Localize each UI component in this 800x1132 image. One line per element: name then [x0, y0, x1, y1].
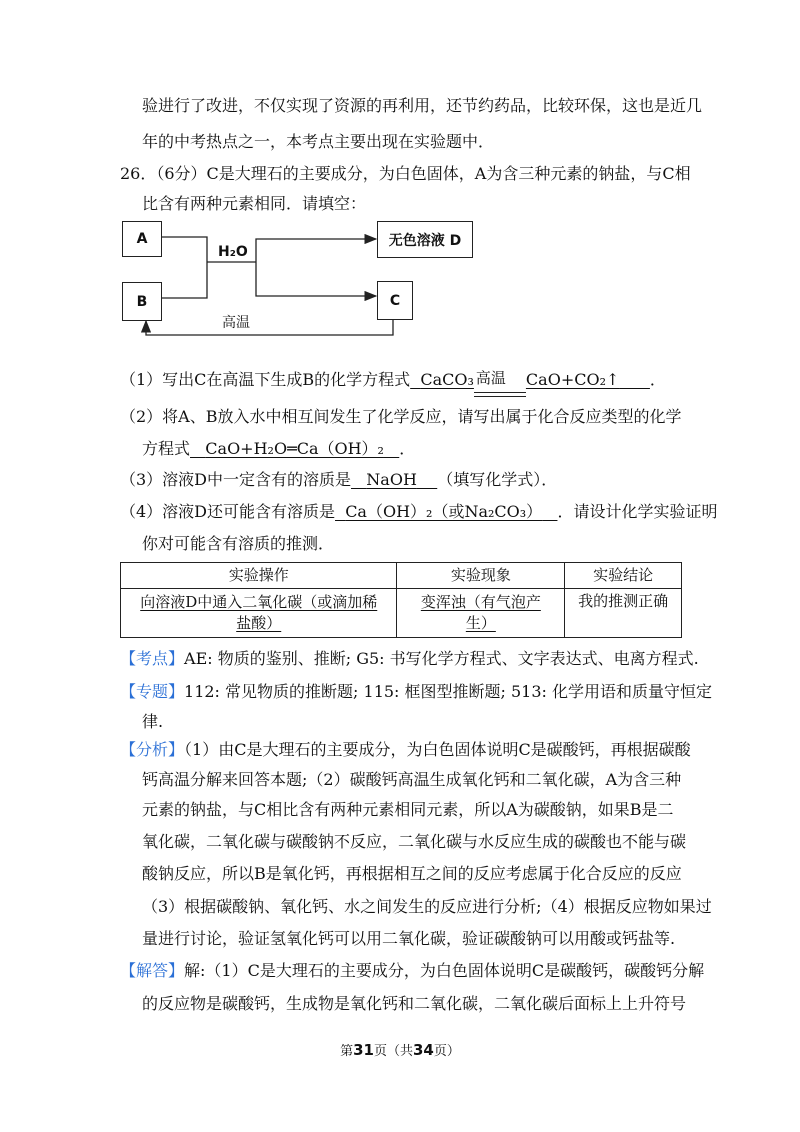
- box-a: A: [122, 221, 162, 257]
- footer-page: 31: [353, 1041, 374, 1059]
- header-operation: 实验操作: [121, 563, 397, 589]
- header-phenomenon: 实验现象: [397, 563, 565, 589]
- header-conclusion: 实验结论: [565, 563, 682, 589]
- cell-conclusion: 我的推测正确: [565, 589, 682, 638]
- jieda-line-2: 的反应物是碳酸钙，生成物是氧化钙和二氧化碳，二氧化碳后面标上上升符号: [142, 994, 687, 1013]
- table-header-row: [121, 563, 682, 589]
- experiment-table: [120, 562, 682, 638]
- page-footer: [0, 1040, 800, 1059]
- q4-suffix: ．请设计化学实验证明: [557, 502, 718, 521]
- q3-answer: NaOH: [366, 470, 417, 489]
- fenxi-line-1: [120, 739, 691, 761]
- q1-condition: 高温: [475, 369, 506, 387]
- zhuanti-tag: 【专题】: [120, 682, 185, 701]
- q1-product: CaO+CO₂↑: [525, 370, 620, 389]
- label-heat: 高温: [222, 315, 250, 331]
- fenxi-line-7: 量进行讨论，验证氢氧化钙可以用二氧化碳，验证碳酸钠可以用酸或钙盐等.: [142, 929, 676, 948]
- fenxi-line-3: 元素的钠盐，与C相比含有两种元素相同元素，所以A为碳酸钠，如果B是二: [142, 800, 674, 819]
- q4-answer-wrap: [335, 502, 557, 521]
- footer-mid: 页（共: [373, 1044, 413, 1059]
- connector-a-b: [162, 237, 207, 298]
- q2-prefix: 方程式: [142, 439, 191, 458]
- cell-phenomenon: 变浑浊（有气泡产生）: [420, 593, 541, 632]
- kaodian-tag: 【考点】: [120, 649, 185, 668]
- q1-prefix: （1）写出C在高温下生成B的化学方程式: [120, 370, 411, 389]
- q3-line: [120, 469, 557, 491]
- fenxi-tag: 【分析】: [120, 740, 185, 759]
- box-b: B: [122, 282, 162, 321]
- footer-post: 页）: [433, 1044, 460, 1059]
- zhuanti-line: [120, 681, 712, 703]
- box-c: C: [377, 281, 413, 320]
- q1-line: [120, 369, 666, 391]
- arrow-to-c: [256, 262, 376, 296]
- q4-prefix: （4）溶液D还可能含有溶质是: [120, 502, 336, 521]
- zhuanti-text: 112: 常见物质的推断题; 115: 框图型推断题; 513: 化学用语和质量守恒定: [184, 682, 713, 701]
- cell-operation: 向溶液D中通入二氧化碳（或滴加稀盐酸）: [140, 593, 378, 632]
- q3-prefix: （3）溶液D中一定含有的溶质是: [120, 470, 352, 489]
- q3-suffix: （填写化学式）．: [437, 470, 558, 489]
- fenxi-text-1: （1）由C是大理石的主要成分，为白色固体说明C是碳酸钙，再根据碳酸: [184, 740, 691, 759]
- q2-answer: CaO+H₂O═Ca（OH）₂: [205, 439, 384, 458]
- box-d: 无色溶液 D: [377, 221, 473, 258]
- q4-line-1: [120, 501, 717, 523]
- q4-answer: Ca（OH）₂（或Na₂CO₃）: [345, 502, 543, 521]
- intro-line-1: 验进行了改进，不仅实现了资源的再利用，还节约药品，比较环保，这也是近几: [142, 96, 703, 115]
- footer-pre: 第: [340, 1044, 354, 1059]
- q4-line-2: 你对可能含有溶质的推测．: [142, 534, 335, 553]
- zhuanti-line-2: 律.: [142, 712, 164, 731]
- table-row: [121, 589, 682, 638]
- jieda-text-1: 解:（1）C是大理石的主要成分，为白色固体说明C是碳酸钙，碳酸钙分解: [184, 961, 705, 980]
- fenxi-line-4: 氧化碳，二氧化碳与碳酸钠不反应，二氧化碳与水反应生成的碳酸也不能与碳: [142, 832, 687, 851]
- q2-line-1: （2）将A、B放入水中相互间发生了化学反应，请写出属于化合反应类型的化学: [120, 407, 682, 426]
- jieda-line-1: [120, 960, 704, 982]
- q3-answer-wrap: [351, 470, 437, 489]
- q1-reactant: CaCO₃: [420, 370, 474, 389]
- fenxi-line-5: 酸钠反应，所以B是氧化钙，再根据相互之间的反应考虑属于化合反应的反应: [142, 864, 682, 883]
- q2-answer-wrap: [190, 439, 399, 458]
- kaodian-line: [120, 648, 699, 670]
- question-line-1: 26．（6分）C是大理石的主要成分，为白色固体，A为含三种元素的钠盐，与C相: [120, 164, 691, 183]
- jieda-tag: 【解答】: [120, 961, 185, 980]
- fenxi-line-2: 钙高温分解来回答本题;（2）碳酸钙高温生成氧化钙和二氧化碳，A为含三种: [142, 770, 682, 789]
- question-line-2: 比含有两种元素相同．请填空：: [142, 194, 367, 213]
- q2-suffix: ．: [399, 439, 416, 458]
- intro-line-2: 年的中考热点之一，本考点主要出现在实验题中．: [142, 132, 495, 151]
- fenxi-line-6: （3）根据碳酸钠、氧化钙、水之间发生的反应进行分析;（4）根据反应物如果过: [142, 897, 712, 916]
- kaodian-text: AE: 物质的鉴别、推断; G5: 书写化学方程式、文字表达式、电离方程式.: [184, 649, 699, 668]
- arrow-c-to-b: [146, 320, 393, 335]
- label-h2o: H₂O: [218, 244, 248, 260]
- arrow-to-d: [256, 239, 376, 262]
- q1-answer: [410, 370, 650, 389]
- q1-suffix: ．: [649, 370, 666, 389]
- q2-line-2: [142, 438, 415, 460]
- footer-total: 34: [413, 1041, 434, 1059]
